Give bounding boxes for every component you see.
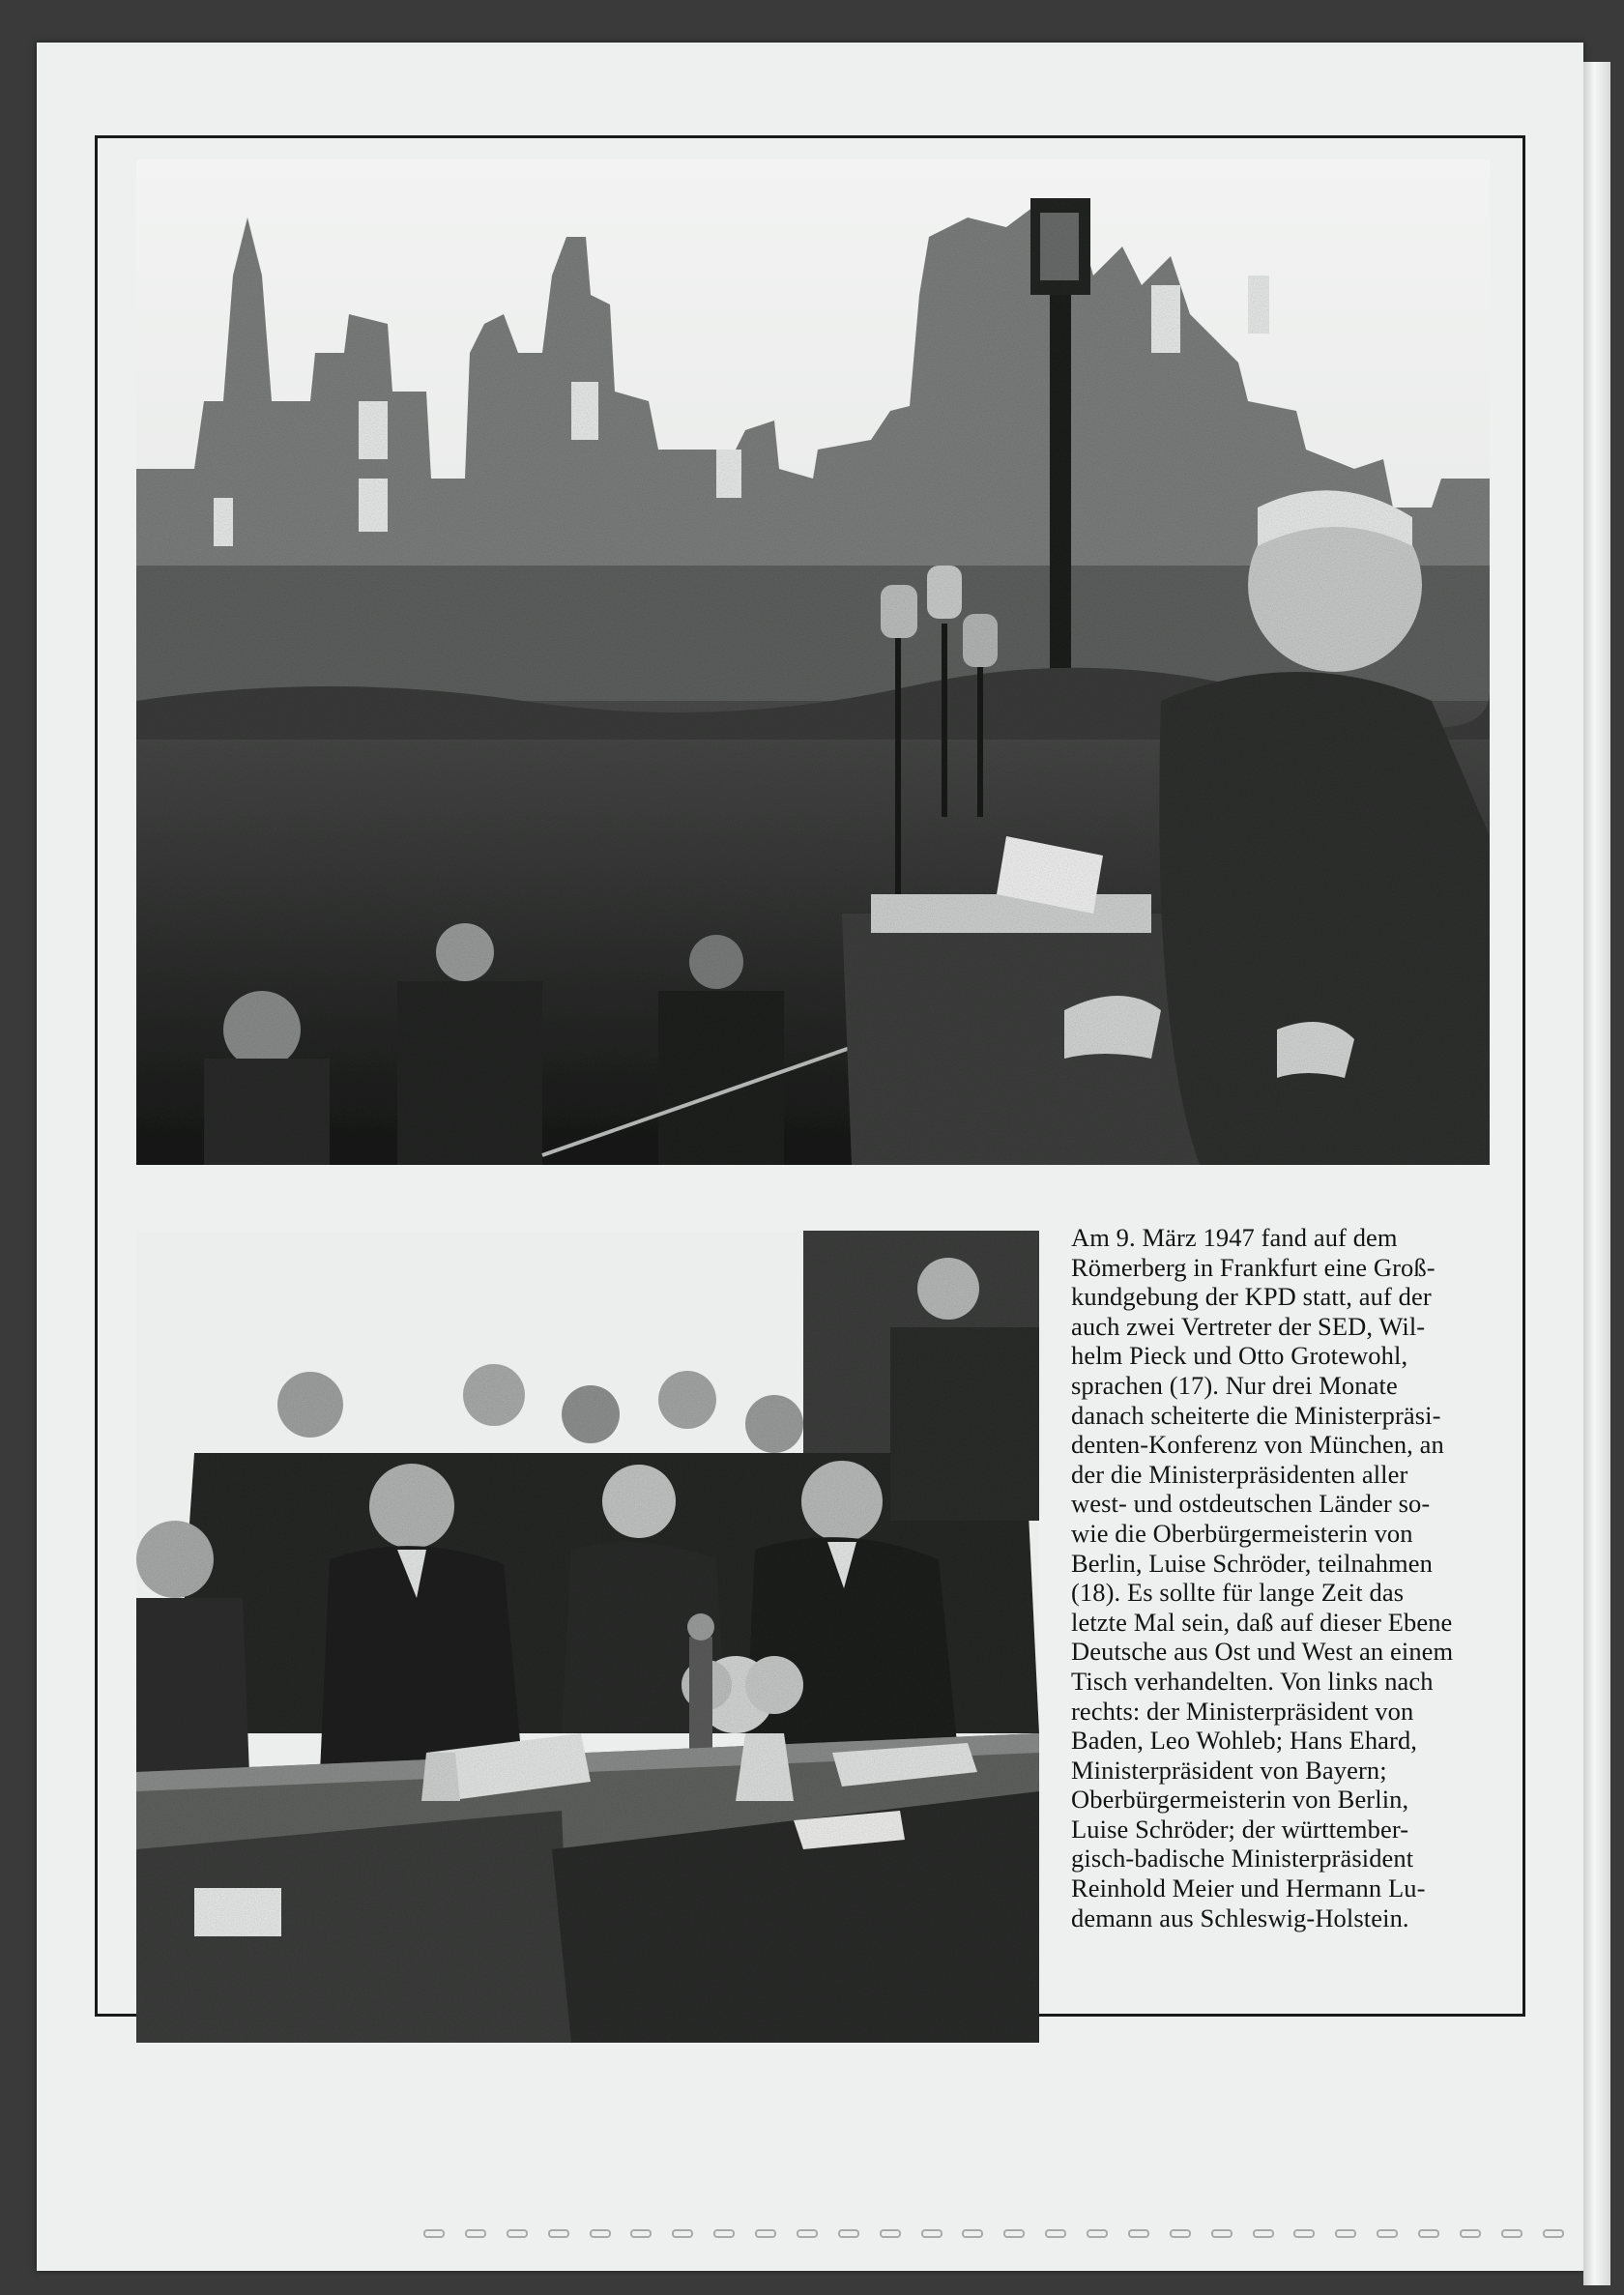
- rally-photo-image: [136, 160, 1490, 1165]
- caption-text: Am 9. März 1947 fand auf dem Römerberg in Frankfurt eine Groß- kundgebung der KPD statt, auf der auch zwei Vertreter der SED, Wil- helm Pieck und Otto Grotewohl, sprachen (17). Nur drei Monate danach scheiterte die Ministerpräsi- denten-Konferenz von München, an der die Ministerpräsidenten aller west- und ostdeutschen Länder so- wie die Oberbürgermeisterin von Berlin, Luise Schröder, teilnahmen (18). Es sollte für lange Zeit das letzte Mal sein, daß auf dieser Ebene Deutsche aus Ost und West an einem Tisch verhandelten. Von links nach rechts: der Ministerpräsident von Baden, Leo Wohleb; Hans Ehard, Ministerpräsident von Bayern; Oberbürgermeisterin von Berlin, Luise Schröder; der württember- gisch-badische Ministerpräsident Reinhold Meier und Hermann Lu- demann aus Schleswig-Holstein.: [1071, 1223, 1454, 1932]
- binder-hole: [672, 2229, 693, 2238]
- binder-hole: [1128, 2229, 1149, 2238]
- binder-hole: [1460, 2229, 1481, 2238]
- rally-photo: [136, 160, 1490, 1165]
- binder-hole: [507, 2229, 528, 2238]
- binder-hole: [1253, 2229, 1274, 2238]
- binder-hole: [962, 2229, 983, 2238]
- photo-frame: [95, 135, 1525, 2017]
- album-page: [37, 43, 1583, 2271]
- binder-hole: [1501, 2229, 1522, 2238]
- binder-hole: [423, 2229, 445, 2238]
- page-edge: [1583, 62, 1610, 2285]
- binder-hole: [755, 2229, 776, 2238]
- binder-hole: [1293, 2229, 1315, 2238]
- binder-hole: [465, 2229, 486, 2238]
- conference-photo: [136, 1231, 1039, 2043]
- binder-hole: [630, 2229, 652, 2238]
- binder-hole: [1003, 2229, 1025, 2238]
- binder-hole: [1418, 2229, 1439, 2238]
- binder-hole: [838, 2229, 859, 2238]
- binder-hole: [590, 2229, 611, 2238]
- binder-hole: [797, 2229, 818, 2238]
- conference-photo-image: [136, 1231, 1039, 2043]
- binder-hole: [1335, 2229, 1356, 2238]
- binder-hole: [1045, 2229, 1066, 2238]
- binder-hole: [548, 2229, 569, 2238]
- binder-strip: [423, 2229, 1564, 2245]
- binder-hole: [1377, 2229, 1398, 2238]
- binder-hole: [713, 2229, 735, 2238]
- binder-hole: [1170, 2229, 1191, 2238]
- binder-hole: [1543, 2229, 1564, 2238]
- binder-hole: [921, 2229, 942, 2238]
- binder-hole: [880, 2229, 901, 2238]
- binder-hole: [1087, 2229, 1108, 2238]
- binder-hole: [1211, 2229, 1232, 2238]
